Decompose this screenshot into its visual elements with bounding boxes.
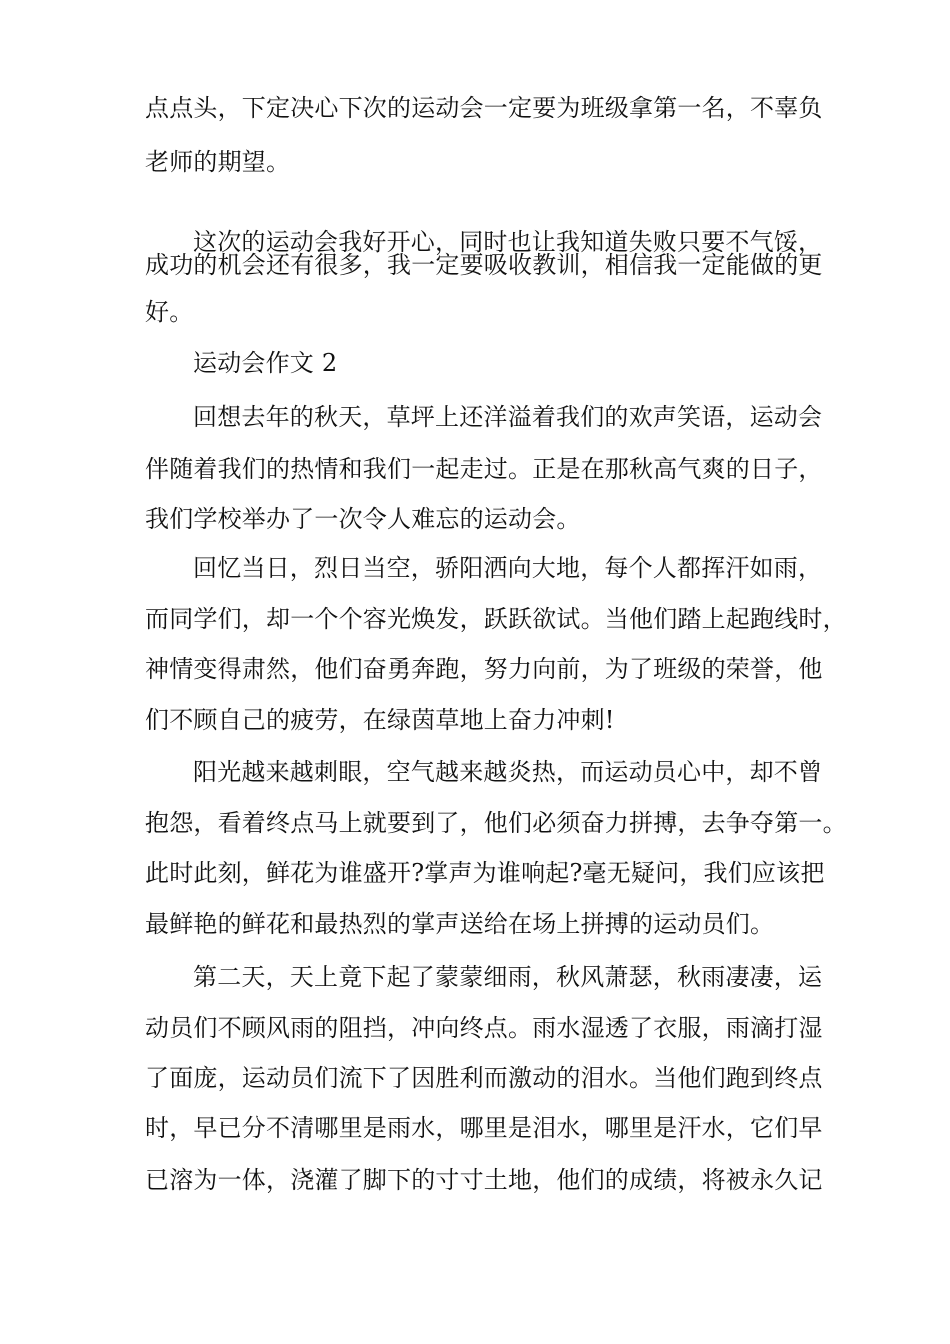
text-line: 已溶为一体，浇灌了脚下的寸寸土地，他们的成绩，将被永久记 xyxy=(145,1166,823,1194)
text-line: 回想去年的秋天，草坪上还洋溢着我们的欢声笑语，运动会 xyxy=(193,403,823,431)
text-line: 老师的期望。 xyxy=(145,148,291,176)
text-line: 了面庞，运动员们流下了因胜利而激动的泪水。当他们跑到终点 xyxy=(145,1064,823,1092)
text-line: 成功的机会还有很多，我一定要吸收教训，相信我一定能做的更 xyxy=(145,251,823,279)
text-line: 最鲜艳的鲜花和最热烈的掌声送给在场上拼搏的运动员们。 xyxy=(145,910,775,938)
text-line: 好。 xyxy=(145,298,194,326)
text-line: 我们学校举办了一次令人难忘的运动会。 xyxy=(145,505,581,533)
text-line: 回忆当日，烈日当空，骄阳洒向大地，每个人都挥汗如雨， xyxy=(193,554,823,582)
text-line: 神情变得肃然，他们奋勇奔跑，努力向前，为了班级的荣誉，他 xyxy=(145,655,823,683)
text-line: 时，早已分不清哪里是雨水，哪里是泪水，哪里是汗水，它们早 xyxy=(145,1114,823,1142)
section-heading: 运动会作文 2 xyxy=(193,349,338,377)
text-line: 动员们不顾风雨的阻挡，冲向终点。雨水湿透了衣服，雨滴打湿 xyxy=(145,1014,823,1042)
text-line: 伴随着我们的热情和我们一起走过。正是在那秋高气爽的日子， xyxy=(145,455,823,483)
text-line: 点点头，下定决心下次的运动会一定要为班级拿第一名，不辜负 xyxy=(145,94,823,122)
text-line: 们不顾自己的疲劳，在绿茵草地上奋力冲刺! xyxy=(145,706,615,734)
text-line: 第二天，天上竟下起了蒙蒙细雨，秋风萧瑟，秋雨凄凄，运 xyxy=(193,963,823,991)
text-line: 此时此刻，鲜花为谁盛开?掌声为谁响起?毫无疑问，我们应该把 xyxy=(145,859,825,887)
text-line: 而同学们，却一个个容光焕发，跃跃欲试。当他们踏上起跑线时， xyxy=(145,605,847,633)
text-line: 阳光越来越刺眼，空气越来越炎热，而运动员心中，却不曾 xyxy=(193,758,823,786)
text-line: 这次的运动会我好开心，同时也让我知道失败只要不气馁， xyxy=(193,228,823,256)
text-line: 抱怨，看着终点马上就要到了，他们必须奋力拼搏，去争夺第一。 xyxy=(145,809,847,837)
